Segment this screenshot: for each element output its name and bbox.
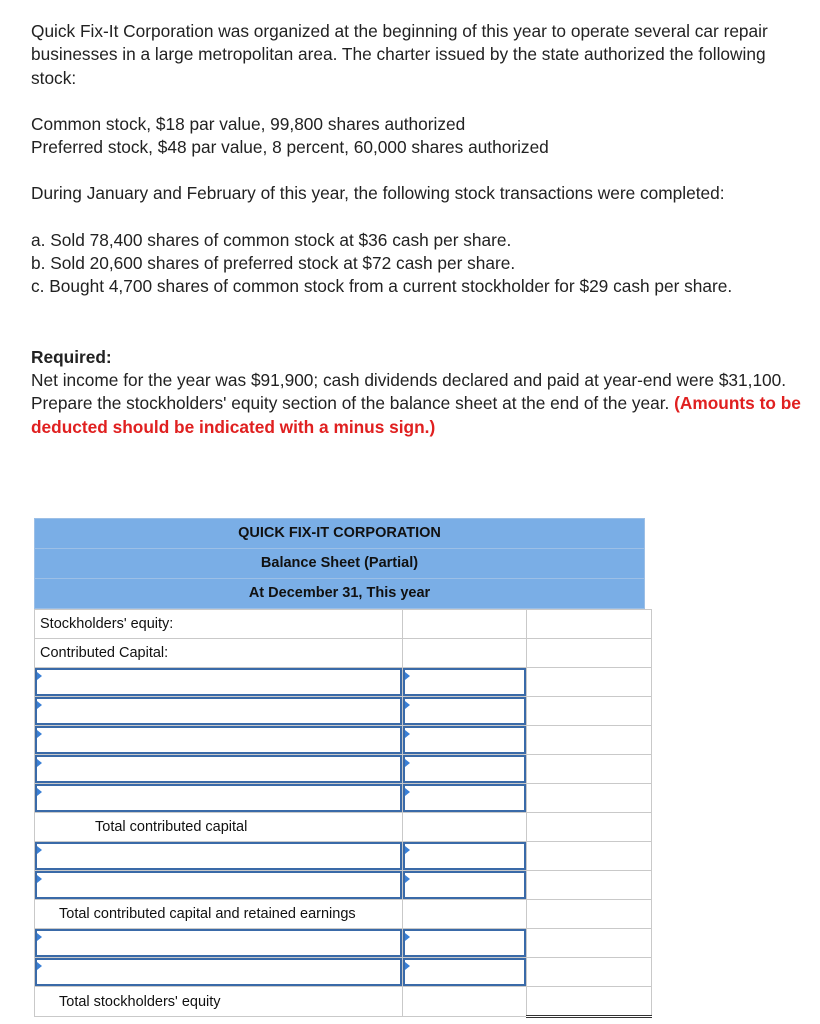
transaction-c: c. Bought 4,700 shares of common stock from a current stockholder for $29 cash per share. [31,276,733,297]
dropdown-arrow-icon [37,846,42,854]
table-row [35,726,652,755]
dropdown-arrow-icon [405,730,410,738]
sheet-company: QUICK FIX-IT CORPORATION [34,518,645,548]
dropdown-arrow-icon [405,788,410,796]
cell [527,900,652,929]
total-cell [527,987,652,1017]
account-dropdown[interactable] [35,784,403,813]
account-dropdown[interactable] [35,697,403,726]
table-row [35,610,652,639]
problem-statement [31,20,801,439]
table-row [35,958,652,987]
table-row [35,784,652,813]
transaction-b: b. Sold 20,600 shares of preferred stock at $72 cash per share. [31,253,516,274]
row-label: Total stockholders' equity [35,987,403,1017]
table-row [35,668,652,697]
dropdown-arrow-icon [405,962,410,970]
amount-input[interactable] [403,958,527,987]
account-dropdown[interactable] [35,958,403,987]
dropdown-arrow-icon [37,962,42,970]
dropdown-arrow-icon [405,701,410,709]
row-label: Contributed Capital: [35,639,403,668]
cell [527,871,652,900]
required-text: Net income for the year was $91,900; cash dividends declared and paid at year-end were $31,100. Prepare the stockholders' equity section of the balance sheet at the end of the year. [31,369,787,414]
dropdown-arrow-icon [37,672,42,680]
table-row [35,697,652,726]
during-paragraph: During January and February of this year, the following stock transactions were completed: [31,183,725,204]
amount-input[interactable] [403,929,527,958]
dropdown-arrow-icon [405,672,410,680]
dropdown-arrow-icon [405,875,410,883]
amount-input[interactable] [403,871,527,900]
account-dropdown[interactable] [35,668,403,697]
row-label: Stockholders' equity: [35,610,403,639]
equity-table [34,609,652,1018]
table-row [35,987,652,1017]
required-note: (Amounts to be deducted should be indicated with a minus sign.) [31,393,801,437]
cell [527,639,652,668]
account-dropdown[interactable] [35,871,403,900]
preferred-stock-line: Preferred stock, $48 par value, 8 percent, 60,000 shares authorized [31,137,549,158]
amount-input[interactable] [403,842,527,871]
cell [527,929,652,958]
table-row [35,900,652,929]
dropdown-arrow-icon [405,759,410,767]
cell [527,958,652,987]
dropdown-arrow-icon [37,933,42,941]
dropdown-arrow-icon [405,933,410,941]
cell [403,610,527,639]
account-dropdown[interactable] [35,929,403,958]
balance-sheet [34,518,645,1018]
table-row [35,842,652,871]
intro-paragraph: Quick Fix-It Corporation was organized at the beginning of this year to operate several car repair businesses in a large metropolitan area. The charter issued by the state authorized the following stock: [31,21,768,88]
cell [527,755,652,784]
amount-input[interactable] [403,755,527,784]
account-dropdown[interactable] [35,755,403,784]
table-row [35,929,652,958]
cell [527,668,652,697]
cell [403,900,527,929]
account-dropdown[interactable] [35,726,403,755]
required-paragraph [31,369,801,439]
cell [527,610,652,639]
cell [527,813,652,842]
sheet-date: At December 31, This year [34,578,645,609]
dropdown-arrow-icon [37,730,42,738]
common-stock-line: Common stock, $18 par value, 99,800 shares authorized [31,113,466,134]
sheet-title: Balance Sheet (Partial) [34,548,645,578]
dropdown-arrow-icon [37,788,42,796]
required-title: Required: [31,346,112,367]
cell [403,987,527,1017]
cell [527,784,652,813]
dropdown-arrow-icon [37,701,42,709]
amount-input[interactable] [403,726,527,755]
row-label: Total contributed capital [35,813,403,842]
dropdown-arrow-icon [405,846,410,854]
amount-input[interactable] [403,784,527,813]
amount-input[interactable] [403,697,527,726]
cell [403,813,527,842]
cell [527,842,652,871]
row-label: Total contributed capital and retained earnings [35,900,403,929]
transaction-a: a. Sold 78,400 shares of common stock at $36 cash per share. [31,229,512,250]
cell [527,726,652,755]
dropdown-arrow-icon [37,759,42,767]
amount-input[interactable] [403,668,527,697]
table-row [35,755,652,784]
cell [403,639,527,668]
cell [527,697,652,726]
table-row [35,813,652,842]
dropdown-arrow-icon [37,875,42,883]
table-row [35,639,652,668]
account-dropdown[interactable] [35,842,403,871]
table-row [35,871,652,900]
